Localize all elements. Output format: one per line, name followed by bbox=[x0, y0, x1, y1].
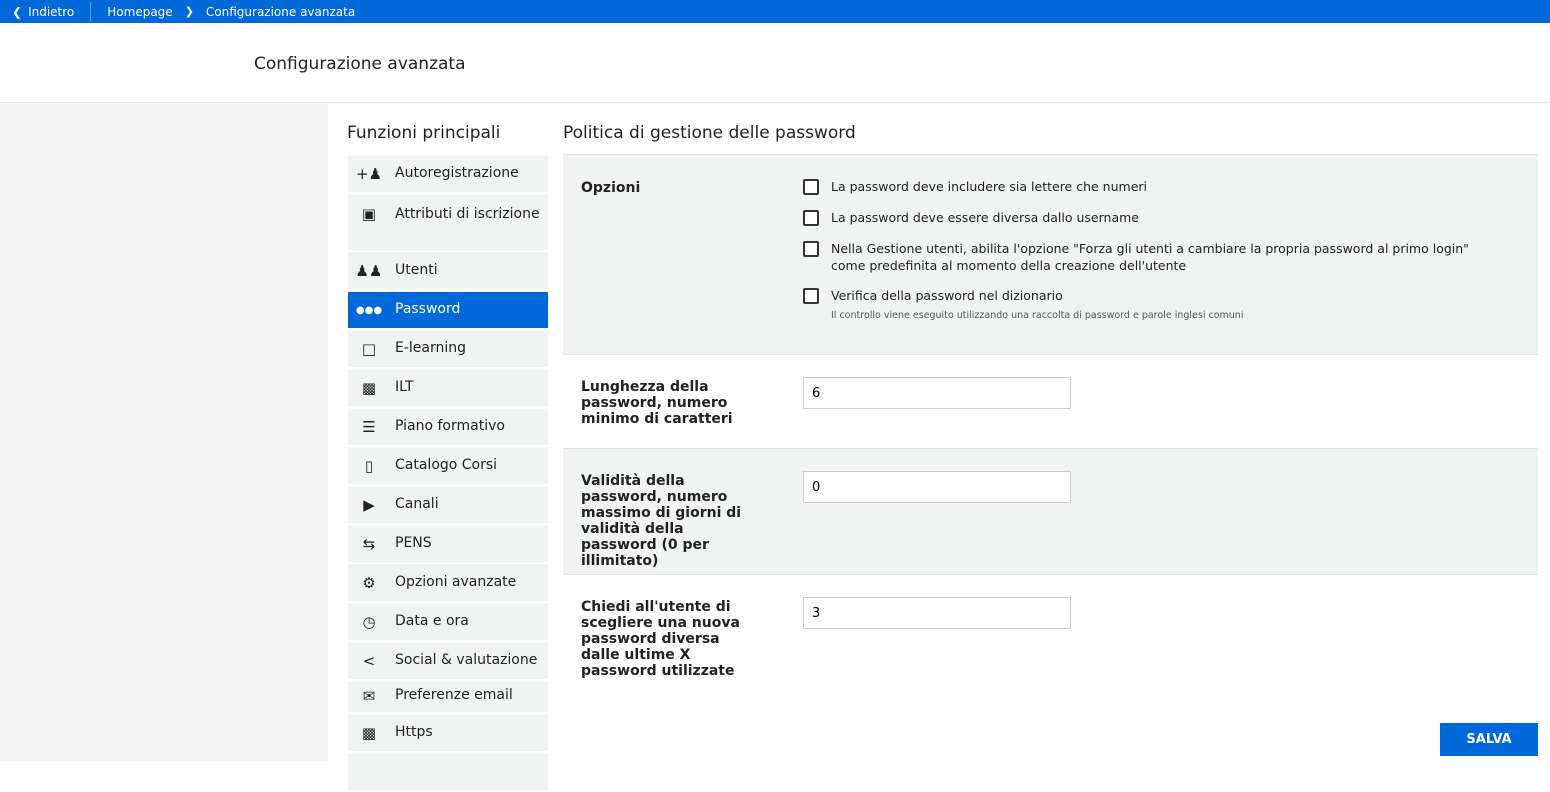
add-user-icon: +♟ bbox=[356, 165, 383, 183]
sidebar-item-label: Preferenze email bbox=[395, 687, 513, 703]
sidebar-item-label: Password bbox=[395, 301, 461, 317]
presentation-icon: ▩ bbox=[361, 379, 377, 397]
top-bar bbox=[0, 0, 1550, 23]
sidebar-item-label: Opzioni avanzate bbox=[395, 574, 517, 590]
sidebar-item-catalogo-corsi[interactable] bbox=[348, 447, 548, 484]
sidebar-item-preferenze-email[interactable] bbox=[348, 681, 548, 712]
user-card-icon: ▣ bbox=[361, 204, 377, 223]
sidebar-item-label: Catalogo Corsi bbox=[395, 457, 498, 473]
sidebar-item-label: PENS bbox=[395, 535, 432, 551]
chevron-right-icon: ❯ bbox=[184, 5, 194, 18]
sidebar-item-label: Data e ora bbox=[395, 613, 469, 629]
arrows-icon: ⇆ bbox=[362, 535, 376, 553]
page-title: Configurazione avanzata bbox=[254, 54, 466, 74]
option-force-change[interactable] bbox=[803, 240, 1503, 274]
users-icon: ♟♟ bbox=[355, 262, 383, 280]
sidebar-item-label: Utenti bbox=[395, 262, 438, 278]
sidebar-item-piano-formativo[interactable] bbox=[348, 408, 548, 445]
sidebar-item-ilt[interactable] bbox=[348, 369, 548, 406]
sidebar bbox=[348, 155, 548, 792]
laptop-icon: □ bbox=[361, 340, 377, 358]
sidebar-item-label: Piano formativo bbox=[395, 418, 505, 434]
checkbox[interactable] bbox=[803, 288, 819, 304]
dots-icon: ●●● bbox=[355, 304, 383, 316]
min-length-label: Lunghezza della password, numero minimo di caratteri bbox=[581, 379, 733, 427]
option-letters-numbers[interactable] bbox=[803, 178, 1503, 195]
section-title: Politica di gestione delle password bbox=[563, 123, 856, 143]
clock-icon: ◷ bbox=[362, 613, 376, 631]
validity-input[interactable] bbox=[803, 471, 1071, 503]
history-section bbox=[563, 574, 1538, 694]
min-length-input[interactable] bbox=[803, 377, 1071, 409]
option-text: La password deve includere sia lettere che numeri bbox=[831, 179, 1148, 194]
sidebar-item-label: Https bbox=[395, 724, 433, 740]
option-text: Verifica della password nel dizionario bbox=[831, 288, 1063, 303]
sidebar-item-social[interactable] bbox=[348, 642, 548, 679]
breadcrumb-homepage[interactable]: Homepage bbox=[107, 4, 173, 19]
list-icon: ☰ bbox=[362, 418, 376, 436]
sidebar-item-password[interactable] bbox=[348, 291, 548, 328]
sidebar-item-label: Social & valutazione bbox=[395, 652, 538, 668]
chevron-left-icon: ❮ bbox=[12, 4, 23, 19]
sidebar-item-utenti[interactable] bbox=[348, 252, 548, 289]
left-pane bbox=[0, 104, 328, 761]
option-differ-username[interactable] bbox=[803, 209, 1503, 226]
channels-icon: ▶ bbox=[363, 496, 375, 514]
sidebar-item-label: Attributi di iscrizione bbox=[395, 206, 540, 222]
share-icon: < bbox=[362, 652, 376, 670]
checkbox[interactable] bbox=[803, 210, 819, 226]
sidebar-item-opzioni-avanzate[interactable] bbox=[348, 564, 548, 601]
sidebar-item-label: ILT bbox=[395, 379, 414, 395]
options-label: Opzioni bbox=[581, 180, 641, 196]
sidebar-item-data-ora[interactable] bbox=[348, 603, 548, 640]
sidebar-item-label: Autoregistrazione bbox=[395, 165, 519, 181]
envelope-icon: ✉ bbox=[362, 687, 376, 705]
checkbox[interactable] bbox=[803, 241, 819, 257]
sidebar-item-canali[interactable] bbox=[348, 486, 548, 523]
sidebar-item-https[interactable] bbox=[348, 714, 548, 751]
sidebar-item-pens[interactable] bbox=[348, 525, 548, 562]
options-section bbox=[563, 154, 1538, 354]
history-label: Chiedi all'utente di scegliere una nuova password diversa dalle ultime X password utilizzate bbox=[581, 599, 740, 679]
option-text: La password deve essere diversa dallo username bbox=[831, 210, 1139, 225]
checkbox[interactable] bbox=[803, 179, 819, 195]
sidebar-title: Funzioni principali bbox=[347, 123, 501, 143]
sidebar-item-label: E-learning bbox=[395, 340, 467, 356]
validity-label: Validità della password, numero massimo di giorni di validità della password (0 per illimitato) bbox=[581, 473, 742, 569]
save-button[interactable]: SALVA bbox=[1440, 723, 1538, 756]
option-hint: Il controllo viene eseguito utilizzando una raccolta di password e parole inglesi comuni bbox=[831, 310, 1244, 321]
sidebar-item-autoregistrazione[interactable] bbox=[348, 155, 548, 192]
sidebar-item-attributi[interactable] bbox=[348, 194, 548, 250]
min-length-section bbox=[563, 354, 1538, 448]
back-button[interactable] bbox=[0, 2, 91, 22]
back-label: Indietro bbox=[28, 4, 75, 19]
sidebar-item-elearning[interactable] bbox=[348, 330, 548, 367]
breadcrumb-current: Configurazione avanzata bbox=[205, 4, 356, 19]
option-text: Nella Gestione utenti, abilita l'opzione "Forza gli utenti a cambiare la propria password al primo login" come predefinita al momento della creazione dell'utente bbox=[831, 241, 1469, 273]
page-header bbox=[0, 23, 1550, 103]
history-input[interactable] bbox=[803, 597, 1071, 629]
lock-icon: ▩ bbox=[361, 724, 377, 742]
gears-icon: ⚙ bbox=[362, 574, 376, 592]
option-dictionary[interactable] bbox=[803, 287, 1503, 324]
sidebar-item-label: Canali bbox=[395, 496, 439, 512]
sidebar-item-more[interactable] bbox=[348, 753, 548, 790]
validity-section bbox=[563, 448, 1538, 574]
book-icon: ▯ bbox=[364, 457, 374, 475]
